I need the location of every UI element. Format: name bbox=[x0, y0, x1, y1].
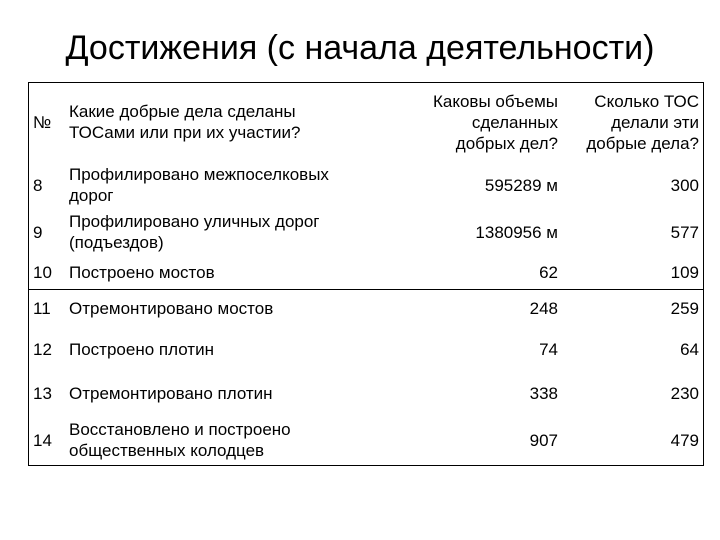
table-row bbox=[29, 209, 703, 255]
row-volume: 338 bbox=[529, 384, 558, 403]
row-number: 10 bbox=[33, 262, 52, 282]
row-count: 230 bbox=[670, 384, 699, 403]
row-description: Построено мостов bbox=[69, 262, 215, 282]
achievements-table bbox=[28, 82, 704, 466]
row-number: 11 bbox=[33, 298, 51, 318]
table-row bbox=[29, 255, 703, 290]
row-number: 14 bbox=[33, 430, 52, 450]
header-count: Сколько ТОС делали эти добрые дела? bbox=[586, 91, 699, 153]
row-volume: 907 bbox=[529, 430, 558, 450]
table-header-row bbox=[29, 83, 703, 161]
row-number: 9 bbox=[33, 222, 43, 242]
row-count: 64 bbox=[680, 339, 699, 359]
row-description: Отремонтировано плотин bbox=[69, 384, 273, 403]
table-row bbox=[29, 290, 703, 326]
table-row bbox=[29, 372, 703, 415]
row-count: 300 bbox=[670, 175, 699, 195]
row-number: 12 bbox=[33, 339, 52, 359]
table-row bbox=[29, 161, 703, 209]
row-description: Отремонтировано мостов bbox=[69, 298, 274, 318]
header-volume: Каковы объемы сделанных добрых дел? bbox=[432, 91, 558, 153]
header-what: Какие добрые дела сделаны ТОСами или при их участии? bbox=[69, 102, 301, 142]
row-count: 577 bbox=[670, 222, 699, 242]
row-description: Восстановлено и построено общественных колодцев bbox=[69, 420, 291, 460]
table-row bbox=[29, 326, 703, 372]
header-number: № bbox=[33, 112, 52, 132]
table-row bbox=[29, 415, 703, 465]
page-title: Достижения (с начала деятельности) bbox=[65, 29, 655, 67]
row-description: Профилировано уличных дорог (подъездов) bbox=[69, 212, 320, 252]
row-number: 8 bbox=[33, 175, 43, 195]
row-volume: 1380956 м bbox=[475, 222, 558, 242]
row-volume: 595289 м bbox=[484, 175, 558, 195]
row-volume: 62 bbox=[539, 262, 558, 282]
row-description: Построено плотин bbox=[69, 339, 214, 359]
row-description: Профилировано межпоселковых дорог bbox=[69, 165, 329, 205]
row-volume: 74 bbox=[539, 339, 558, 359]
row-number: 13 bbox=[33, 384, 52, 403]
row-count: 259 bbox=[670, 298, 699, 318]
row-count: 479 bbox=[670, 430, 699, 450]
row-volume: 248 bbox=[529, 298, 558, 318]
row-count: 109 bbox=[670, 262, 699, 282]
